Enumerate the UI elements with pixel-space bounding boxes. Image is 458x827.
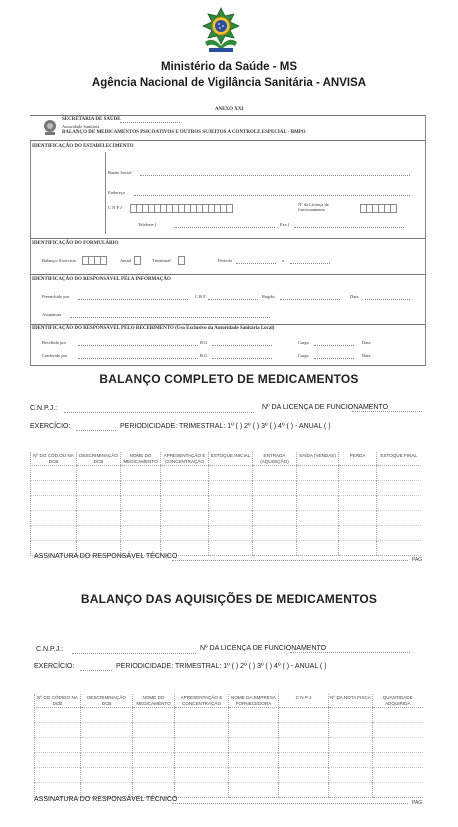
a-label: a (282, 258, 284, 263)
cargo-label-2: Cargo (298, 353, 309, 358)
sec-recebimento: IDENTIFICAÇÃO DO RESPONSÁVEL PELO RECEBIMENTO (Uso Exclusivo da Autoridade Sanitária Local) (32, 326, 275, 331)
col-header: C N P J (279, 694, 329, 708)
licenca-field-1[interactable] (352, 411, 422, 412)
col-header: ENTRADA (AQUISIÇÃO) (253, 452, 297, 466)
exercicio-label-1: EXERCÍCIO: (30, 423, 71, 430)
rg-label-2: R.G (200, 353, 208, 358)
table-row (35, 723, 423, 738)
table-row (35, 753, 423, 768)
secretaria-label: SECRETARIA DE SAÚDE (62, 117, 121, 122)
endereco-label: Endereço (108, 190, 125, 195)
bmpo-form-scan (30, 104, 426, 366)
balanco-completo-table (30, 452, 421, 556)
cnpj-label: C N P J (108, 205, 122, 210)
annex-label: ANEXO XXI (215, 107, 244, 112)
col-header: Nº DO CÓD.OU NA DCB (31, 452, 77, 466)
autoridade-label: Autoridade Sanitária (62, 124, 100, 129)
data-label-3: Data (362, 353, 371, 358)
cnpj-label-2: C.N.P.J.: (36, 646, 64, 653)
licenca-label: Nº da Licença de funcionamento (298, 202, 329, 212)
assinatura-label: Assinatura (42, 312, 62, 317)
cnpj-field-2[interactable] (72, 653, 196, 654)
table-row (35, 738, 423, 753)
table-row (35, 768, 423, 783)
table-row (31, 526, 421, 541)
balanco-completo-title: BALANÇO COMPLETO DE MEDICAMENTOS (99, 372, 359, 386)
preenchido-label: Preenchido por (42, 294, 70, 299)
table-row (31, 511, 421, 526)
recebido-label: Recebido por (42, 340, 67, 345)
col-header: APRESENTAÇÃO E CONCENTRAÇÃO (161, 452, 209, 466)
table-row (31, 481, 421, 496)
table-row (31, 466, 421, 481)
col-header: APRESENTAÇÃO E CONCENTRAÇÃO (175, 694, 229, 708)
form-title: BALANÇO DE MEDICAMENTOS PSICOATIVOS E OUTROS SUJEITOS A CONTROLE ESPECIAL - BMPO (62, 130, 306, 135)
col-header: PERDA (339, 452, 377, 466)
pag-label-1: PAG (412, 557, 423, 563)
periodo-label: Período (218, 258, 232, 263)
exercicio-field-1[interactable] (76, 430, 116, 431)
anual-label: Anual (120, 258, 131, 263)
fax-label: Fax ( (280, 222, 290, 227)
agency-title: Agência Nacional de Vigilância Sanitária - ANVISA (91, 77, 367, 89)
col-header: ESTOQUE FINAL (377, 452, 421, 466)
col-header: NOME DO MEDICAMENTO (121, 452, 161, 466)
periodicidade-label-2: PERIODICIDADE: TRIMESTRAL: 1º ( ) 2º ( ) 3º ( ) 4º ( ) - ANUAL ( ) (116, 663, 327, 670)
data-label-2: Data (362, 340, 371, 345)
balanco-aquisicoes-title: BALANÇO DAS AQUISIÇÕES DE MEDICAMENTOS (80, 592, 378, 606)
signature-label-2: ASSINATURA DO RESPONSÁVEL TÉCNICO (34, 796, 178, 803)
periodicidade-label-1: PERIODICIDADE: TRIMESTRAL: 1º ( ) 2º ( ) 3º ( ) 4º ( ) - ANUAL ( ) (120, 423, 331, 430)
sec-estabelecimento: IDENTIFICAÇÃO DO ESTABELECIMENTO (32, 144, 134, 149)
licenca-label-2: Nº DA LICENÇA DE FUNCIONAMENTO (200, 645, 327, 652)
licenca-field-2[interactable] (290, 652, 410, 653)
rg-label-1: R.G (200, 340, 208, 345)
regiao-label: Região (262, 294, 275, 299)
sec-responsavel-info: IDENTIFICAÇÃO DO RESPONSÁVEL PELA INFORMAÇÃO (32, 277, 171, 282)
razao-social-label: Razão Social (108, 170, 132, 175)
exercicio-label-2: EXERCÍCIO: (34, 663, 75, 670)
col-header: ESTOQUE INICIAL (209, 452, 253, 466)
trimestral-label: Trimestral (152, 258, 171, 263)
small-crest-icon (42, 118, 58, 136)
table-row (31, 496, 421, 511)
signature-label-1: ASSINATURA DO RESPONSÁVEL TÉCNICO (34, 553, 178, 560)
ministry-title: Ministério da Saúde - MS (160, 61, 298, 73)
sec-formulario: IDENTIFICAÇÃO DO FORMULÁRIO (32, 241, 119, 246)
cargo-label-1: Cargo (298, 340, 309, 345)
signature-field-1[interactable] (172, 560, 408, 561)
col-header: Nº DO CÓDIGO NA DCB (35, 694, 81, 708)
col-header: DESCRIMINAÇÃO DCB (77, 452, 121, 466)
col-header: SAÍDA (VENDAS) (297, 452, 339, 466)
conferido-label: Conferido por (42, 353, 68, 358)
licenca-label-1: Nº DA LICENÇA DE FUNCIONAMENTO (262, 404, 389, 411)
col-header: DESCRIMINAÇÃO DCB (81, 694, 133, 708)
col-header: NOME DA EMPRESA FORNECEDORA (229, 694, 279, 708)
exercicio-field-2[interactable] (80, 670, 112, 671)
data-label: Data (350, 294, 359, 299)
col-header: QUANTIDADE ADQUIRIDA (373, 694, 423, 708)
cnpj-label-1: C.N.P.J.: (30, 405, 58, 412)
balanco-aquisicoes-table (34, 694, 423, 798)
cnpj-field-1[interactable] (64, 412, 254, 413)
col-header: NOME DO MEDICAMENTO (133, 694, 175, 708)
balanco-exercicio-label: Balanço: Exercício (42, 258, 77, 263)
signature-field-2[interactable] (172, 803, 408, 804)
pag-label-2: PAG (412, 800, 423, 806)
table-row (35, 708, 423, 723)
brazil-coat-of-arms-logo (199, 6, 243, 54)
crf-label: C R F (195, 294, 206, 299)
col-header: Nº DA NOTA FISCA (329, 694, 373, 708)
telefone-label: Telefone ( (138, 222, 157, 227)
